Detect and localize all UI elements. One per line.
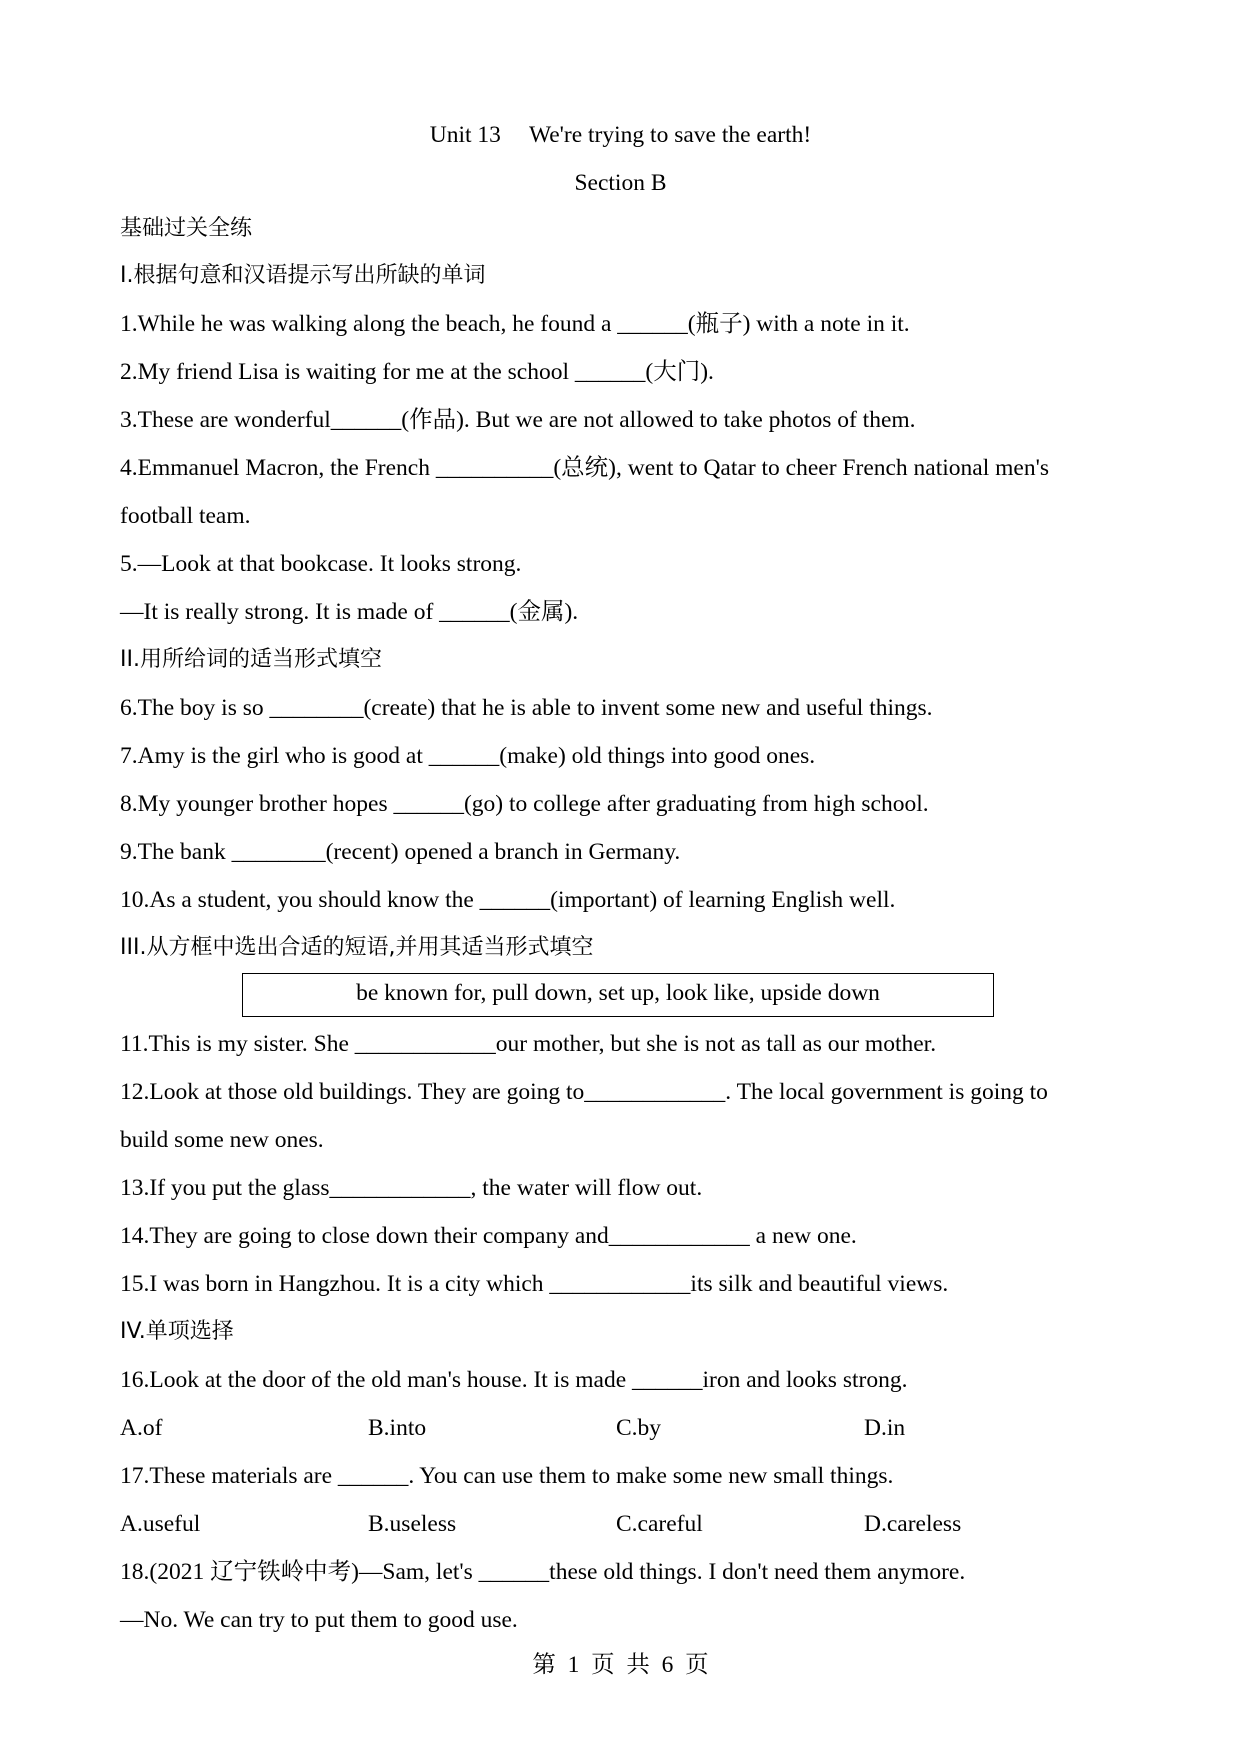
question-11: 11.This is my sister. She ____________our mother, but she is not as tall as our mother. (120, 1031, 937, 1057)
question-5-line-1: 5.—Look at that bookcase. It looks strong. (120, 551, 522, 577)
question-12-line-2: build some new ones. (120, 1127, 324, 1153)
option-b: B.into (368, 1415, 427, 1441)
question-13: 13.If you put the glass____________, the water will flow out. (120, 1175, 703, 1201)
section-heading-1: I.根据句意和汉语提示写出所缺的单词 (120, 263, 486, 288)
question-12-line-1: 12.Look at those old buildings. They are going to____________. The local government is going to (120, 1079, 1048, 1105)
question-5-line-2: —It is really strong. It is made of ______(金属). (120, 599, 579, 625)
unit-number: Unit 13 (429, 122, 501, 148)
question-2: 2.My friend Lisa is waiting for me at the school ______(大门). (120, 359, 714, 385)
page-footer: 第 1 页 共 6 页 (532, 1652, 709, 1678)
option-d: D.careless (864, 1511, 962, 1537)
question-18-line-1: 18.(2021 辽宁铁岭中考)—Sam, let's ______these old things. I don't need them anymore. (120, 1559, 966, 1585)
unit-name: We're trying to save the earth! (528, 122, 812, 148)
option-b: B.useless (368, 1511, 457, 1537)
option-c: C.by (616, 1415, 662, 1441)
option-d: D.in (864, 1415, 906, 1441)
question-18-line-2: —No. We can try to put them to good use. (120, 1607, 518, 1633)
option-a: A.useful (120, 1511, 201, 1537)
section-heading-2: II.用所给词的适当形式填空 (120, 647, 382, 672)
question-16: 16.Look at the door of the old man's house. It is made ______iron and looks strong. (120, 1367, 908, 1393)
question-3: 3.These are wonderful______(作品). But we are not allowed to take photos of them. (120, 407, 916, 433)
question-1: 1.While he was walking along the beach, he found a ______(瓶子) with a note in it. (120, 311, 910, 337)
question-4-line-1: 4.Emmanuel Macron, the French __________(总统), went to Qatar to cheer French national men's (120, 455, 1049, 481)
option-a: A.of (120, 1415, 163, 1441)
question-14: 14.They are going to close down their company and____________ a new one. (120, 1223, 857, 1249)
question-10: 10.As a student, you should know the ______(important) of learning English well. (120, 887, 896, 913)
part-label: 基础过关全练 (120, 216, 253, 241)
question-15: 15.I was born in Hangzhou. It is a city which ____________its silk and beautiful views. (120, 1271, 949, 1297)
question-9: 9.The bank ________(recent) opened a branch in Germany. (120, 839, 681, 865)
question-17: 17.These materials are ______. You can use them to make some new small things. (120, 1463, 894, 1489)
option-c: C.careful (616, 1511, 703, 1537)
section-title: Section B (574, 170, 667, 196)
question-7: 7.Amy is the girl who is good at ______(make) old things into good ones. (120, 743, 816, 769)
unit-title (0, 120, 1241, 150)
question-8: 8.My younger brother hopes ______(go) to college after graduating from high school. (120, 791, 929, 817)
section-heading-3: III.从方框中选出合适的短语,并用其适当形式填空 (120, 935, 594, 960)
question-4-line-2: football team. (120, 503, 251, 529)
section-heading-4: IV.单项选择 (120, 1319, 234, 1344)
phrase-box: be known for, pull down, set up, look like, upside down (242, 973, 994, 1017)
question-6: 6.The boy is so ________(create) that he is able to invent some new and useful things. (120, 695, 933, 721)
